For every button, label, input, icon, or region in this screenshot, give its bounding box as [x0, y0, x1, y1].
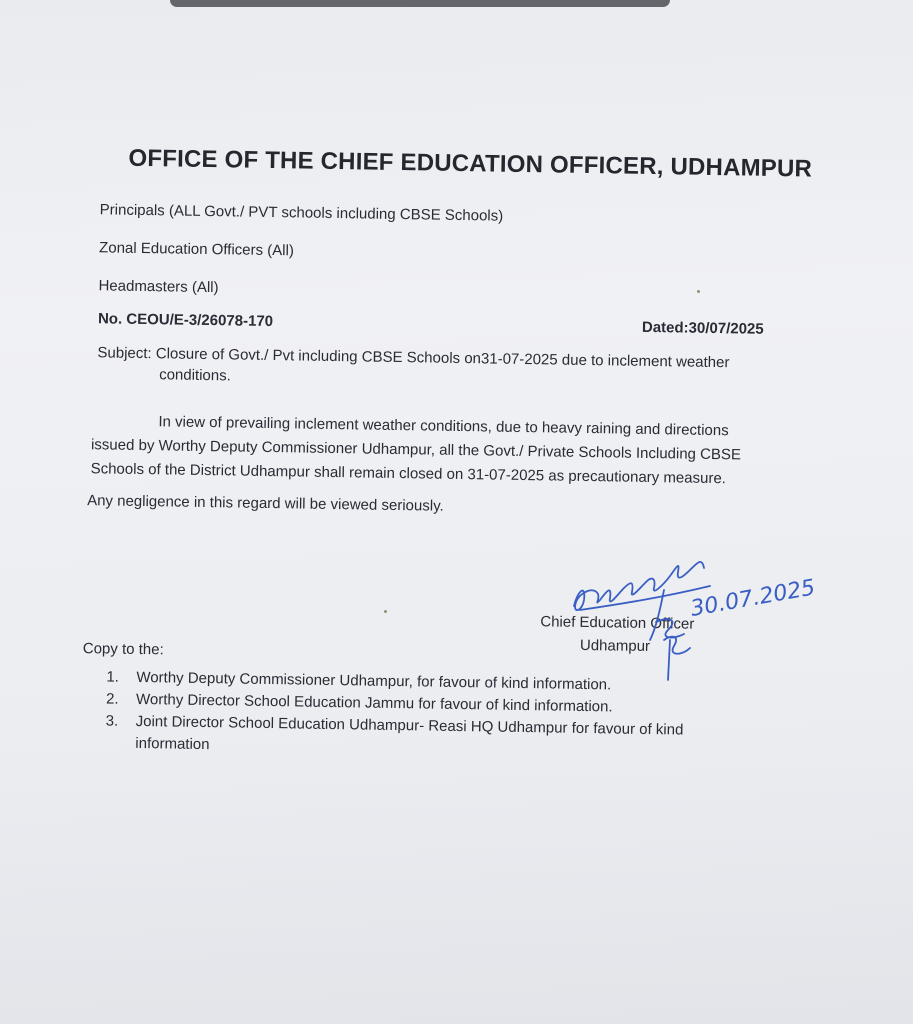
- copy-to-item-text: Worthy Deputy Commissioner Udhampur, for favour of kind information.: [136, 668, 612, 694]
- paper-speck: [697, 290, 700, 293]
- office-title: OFFICE OF THE CHIEF EDUCATION OFFICER, UDHAMPUR: [128, 144, 813, 183]
- copy-to-item: [105, 710, 736, 764]
- copy-to-item-number: 1.: [106, 668, 120, 686]
- copy-to-item-text: Joint Director School Education Udhampur- Reasi HQ Udhampur for favour of kind information: [135, 712, 684, 754]
- recipient-zonal-officers: Zonal Education Officers (All): [98, 239, 295, 260]
- body-paragraph-line-1: In view of prevailing inclement weather conditions, due to heavy raining and directions: [158, 413, 729, 440]
- signatory-title: Chief Education Officer: [540, 613, 695, 633]
- copy-to-item-text: Worthy Director School Education Jammu for favour of kind information.: [135, 690, 613, 716]
- recipient-headmasters: Headmasters (All): [98, 277, 219, 297]
- handwritten-signature: [560, 540, 880, 690]
- signatory-place: Udhampur: [579, 636, 651, 656]
- warning-line: Any negligence in this regard will be viewed seriously.: [87, 492, 444, 515]
- subject-line: Subject: Closure of Govt./ Pvt including CBSE Schools on31-07-2025 due to inclement weather: [97, 344, 730, 372]
- body-paragraph-line-2: issued by Worthy Deputy Commissioner Udhampur, all the Govt./ Private Schools Including CBSE: [90, 436, 742, 464]
- copy-to-item-number: 2.: [105, 690, 119, 708]
- letter-date: Dated:30/07/2025: [641, 318, 764, 338]
- paper-speck: [384, 610, 387, 613]
- copy-to-item-number: 3.: [105, 712, 119, 730]
- body-paragraph-line-3: Schools of the District Udhampur shall remain closed on 31-07-2025 as precautionary measure.: [90, 460, 727, 488]
- subject-line-continued: conditions.: [159, 366, 231, 385]
- signature-date: 30.07.2025: [688, 575, 818, 622]
- recipient-principals: Principals (ALL Govt./ PVT schools including CBSE Schools): [99, 201, 504, 225]
- copy-to-label: Copy to the:: [82, 640, 164, 659]
- reference-number: No. CEOU/E-3/26078-170: [97, 310, 274, 331]
